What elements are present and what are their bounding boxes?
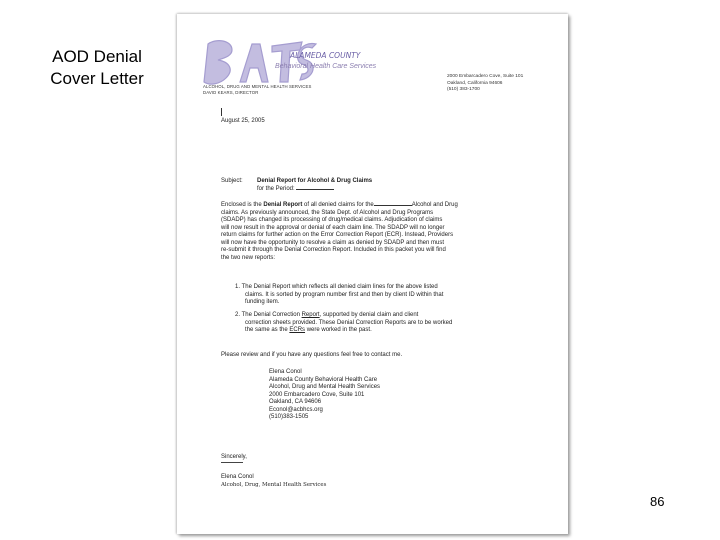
body-p1-mid: of all denied claims for the — [302, 202, 374, 208]
contact-block — [269, 369, 380, 422]
closing-sentence: Please review and if you have any questions feel free to contact me. — [221, 352, 403, 358]
item2-line: correction sheets provided. These Denial Correction Reports are to be worked — [245, 319, 453, 326]
body-p1-line: re-submit it through the Denial Correction Report. Included in this packet you will find — [221, 247, 446, 254]
item1-line: funding item. — [245, 299, 280, 306]
sincerely: Sincerely, — [221, 454, 247, 460]
sender-address-left — [203, 84, 311, 96]
body-p1-end: Alcohol and Drug — [411, 202, 458, 208]
body-paragraph-1 — [221, 202, 458, 262]
item2-ecrs: ECRs — [289, 327, 306, 334]
body-p1-bold: Denial Report — [263, 202, 303, 208]
subject-label: Subject: — [221, 178, 243, 184]
addr-right-line3: (510) 383-1700 — [447, 87, 480, 92]
item2-first-line — [235, 312, 452, 320]
item2-tail: were worked in the past. — [305, 327, 372, 334]
contact-line: Econol@acbhcs.org — [269, 406, 323, 413]
slide-title — [22, 46, 172, 90]
item2-last-line — [235, 327, 452, 335]
contact-line: 2000 Embarcadero Cove, Suite 101 — [269, 391, 365, 398]
addr-right-line2: Oakland, California 94606 — [447, 80, 503, 86]
subject-line1: Denial Report for Alcohol & Drug Claims — [257, 178, 373, 184]
sender-address-right — [447, 74, 523, 94]
body-p1-line: (SDADP) has changed its processing of drug/medical claims. Adjudication of claims — [221, 217, 443, 224]
item2-underlined: Report — [301, 312, 320, 318]
body-p1-first-line — [221, 202, 458, 210]
logo-county-text: ALAMEDA COUNTY — [290, 51, 361, 60]
letter-page — [177, 14, 568, 534]
subject-line2 — [257, 186, 334, 194]
contact-line: Alcohol, Drug and Mental Health Services — [269, 384, 381, 391]
text-cursor — [221, 108, 222, 116]
item2-line-start: the same as the — [245, 327, 290, 334]
body-p1-line: will now result in the approval or denial of each claim line. The SDADP will no longer — [221, 224, 445, 231]
list-item-2 — [235, 312, 452, 335]
body-p1-line: return claims for further action on the Error Correction Report (ECR). Instead, Providers — [221, 232, 454, 239]
signature-underline — [221, 462, 243, 463]
addr-left-line2: DAVID KEARS, DIRECTOR — [203, 90, 259, 95]
body-p1-line: the two new reports: — [221, 254, 276, 261]
item2-end: , supported by denial claim and client — [319, 312, 419, 318]
list-item-1 — [235, 284, 443, 307]
slide-title-line1: AOD Denial — [52, 47, 142, 66]
body-p1-line: claims. As previously announced, the State Dept. of Alcohol and Drug Programs — [221, 209, 434, 216]
item1-line: claims. It is sorted by program number first and then by client ID within that — [245, 291, 444, 298]
signature-name: Elena Conol — [221, 474, 254, 480]
contact-line: (510)383-1505 — [269, 414, 309, 421]
letter-date: August 25, 2005 — [221, 118, 265, 124]
subject-line2-text: for the Period: — [257, 186, 295, 192]
logo-subtitle: Behavioral Health Care Services — [275, 63, 377, 70]
contact-line: Alameda County Behavioral Health Care — [269, 376, 378, 383]
item1-line: 1. The Denial Report which reflects all denied claim lines for the above listed — [235, 284, 438, 290]
body-p1-start: Enclosed is the — [221, 202, 264, 208]
addr-right-line1: 2000 Embarcadero Cove, Suite 101 — [447, 74, 524, 79]
contact-line: Oakland, CA 94606 — [269, 399, 322, 406]
slide-title-line2: Cover Letter — [50, 69, 144, 88]
body-p1-line: will now have the opportunity to resolve a claim as denied by SDADP and then must — [221, 239, 445, 246]
period-blank — [296, 189, 334, 190]
signature-title: Alcohol, Drug, Mental Health Services — [221, 482, 327, 488]
contact-line: Elena Conol — [269, 369, 302, 375]
cover-letter — [177, 14, 568, 534]
claims-blank — [374, 205, 412, 206]
item2-start: 2. The Denial Correction — [235, 312, 302, 318]
addr-left-line1: ALCOHOL, DRUG AND MENTAL HEALTH SERVICES — [203, 84, 312, 89]
slide-number: 86 — [650, 494, 665, 509]
